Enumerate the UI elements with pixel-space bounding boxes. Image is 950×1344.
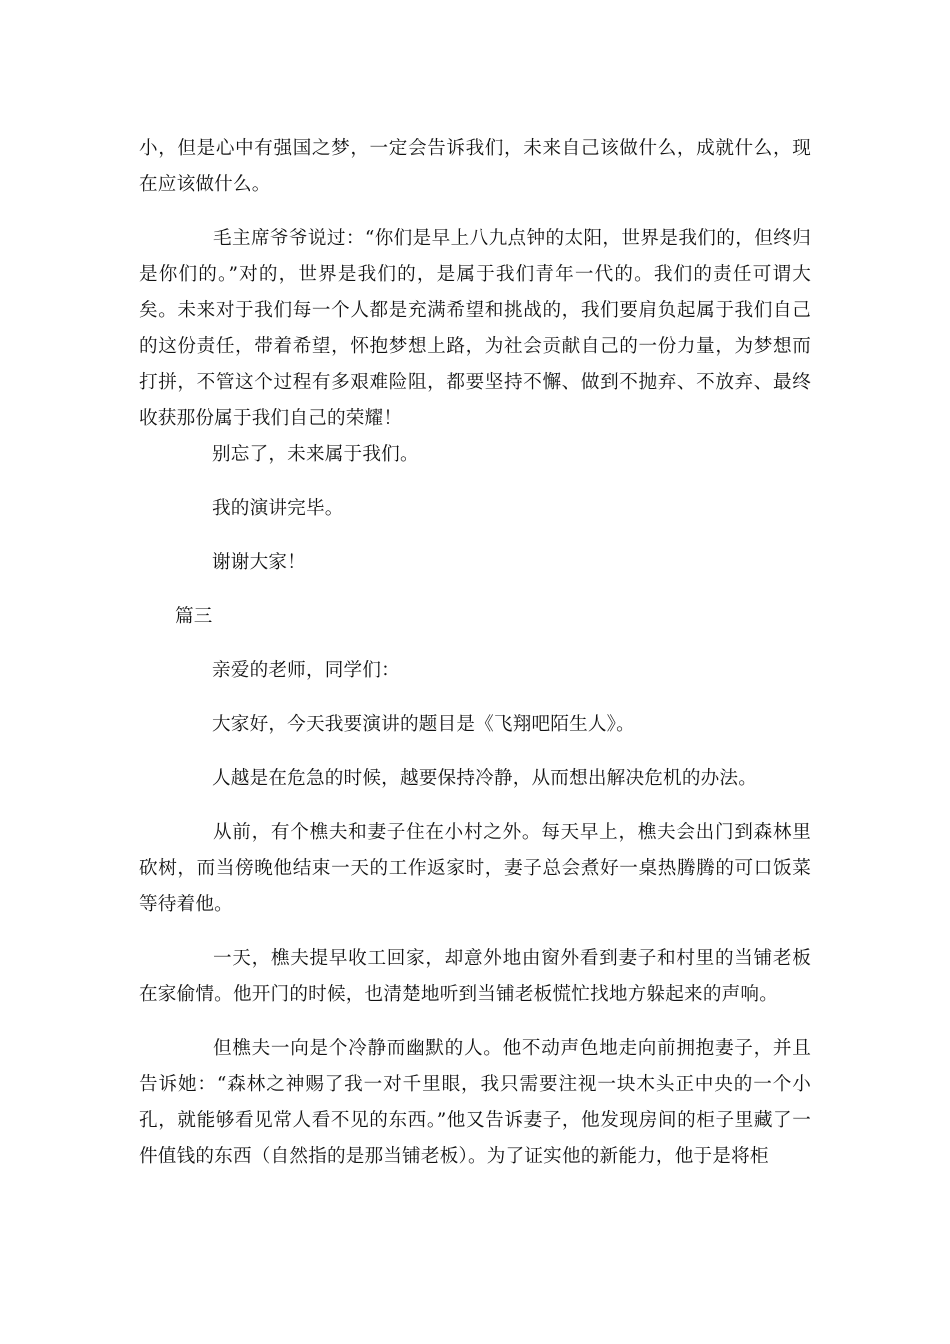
paragraph-woodcutter-returns: 一天，樵夫提早收工回家，却意外地由窗外看到妻子和村里的当铺老板在家偷情。他开门的时候，也清楚地听到当铺老板慌忙找地方躲起来的声响。 [139,948,811,1005]
paragraph-continuation: 小，但是心中有强国之梦，一定会告诉我们，未来自己该做什么，成就什么，现在应该做什么。 [139,138,811,195]
paragraph-title-intro: 大家好，今天我要演讲的题目是《飞翔吧陌生人》。 [212,714,635,735]
paragraph-speech-finished: 我的演讲完毕。 [212,498,344,519]
paragraph-calm-thesis: 人越是在危急的时候，越要保持冷静，从而想出解决危机的办法。 [212,768,758,789]
paragraph-woodcutter-intro: 从前，有个樵夫和妻子住在小村之外。每天早上，樵夫会出门到森林里砍树，而当傍晚他结束一天的工作返家时，妻子总会煮好一桌热腾腾的可口饭菜等待着他。 [139,822,811,915]
paragraph-greeting: 亲爱的老师，同学们： [212,660,400,681]
section-heading: 篇三 [175,606,213,627]
paragraph-chairman-quote: 毛主席爷爷说过：“你们是早上八九点钟的太阳，世界是我们的，但终归是你们的。”对的，世界是我们的，是属于我们青年一代的。我们的责任可谓大矣。未来对于我们每一个人都是充满希望和挑战的，我们要肩负起属于我们自己的这份责任，带着希望，怀抱梦想上路，为社会贡献自己的一份力量，为梦想而打拼，不管这个过程有多艰难险阻，都要坚持不懈、做到不抛弃、不放弃、最终收获那份属于我们自己的荣耀！ [139,228,811,429]
paragraph-future-belongs: 别忘了，未来属于我们。 [212,444,419,465]
paragraph-woodcutter-calm: 但樵夫一向是个冷静而幽默的人。他不动声色地走向前拥抱妻子，并且告诉她：“森林之神赐了我一对千里眼，我只需要注视一块木头正中央的一个小孔，就能够看见常人看不见的东西。”他又告诉妻子，他发现房间的柜子里藏了一件值钱的东西（自然指的是那当铺老板）。为了证实他的新能力，他于是将柜 [139,1038,811,1167]
paragraph-thanks: 谢谢大家！ [212,552,306,573]
